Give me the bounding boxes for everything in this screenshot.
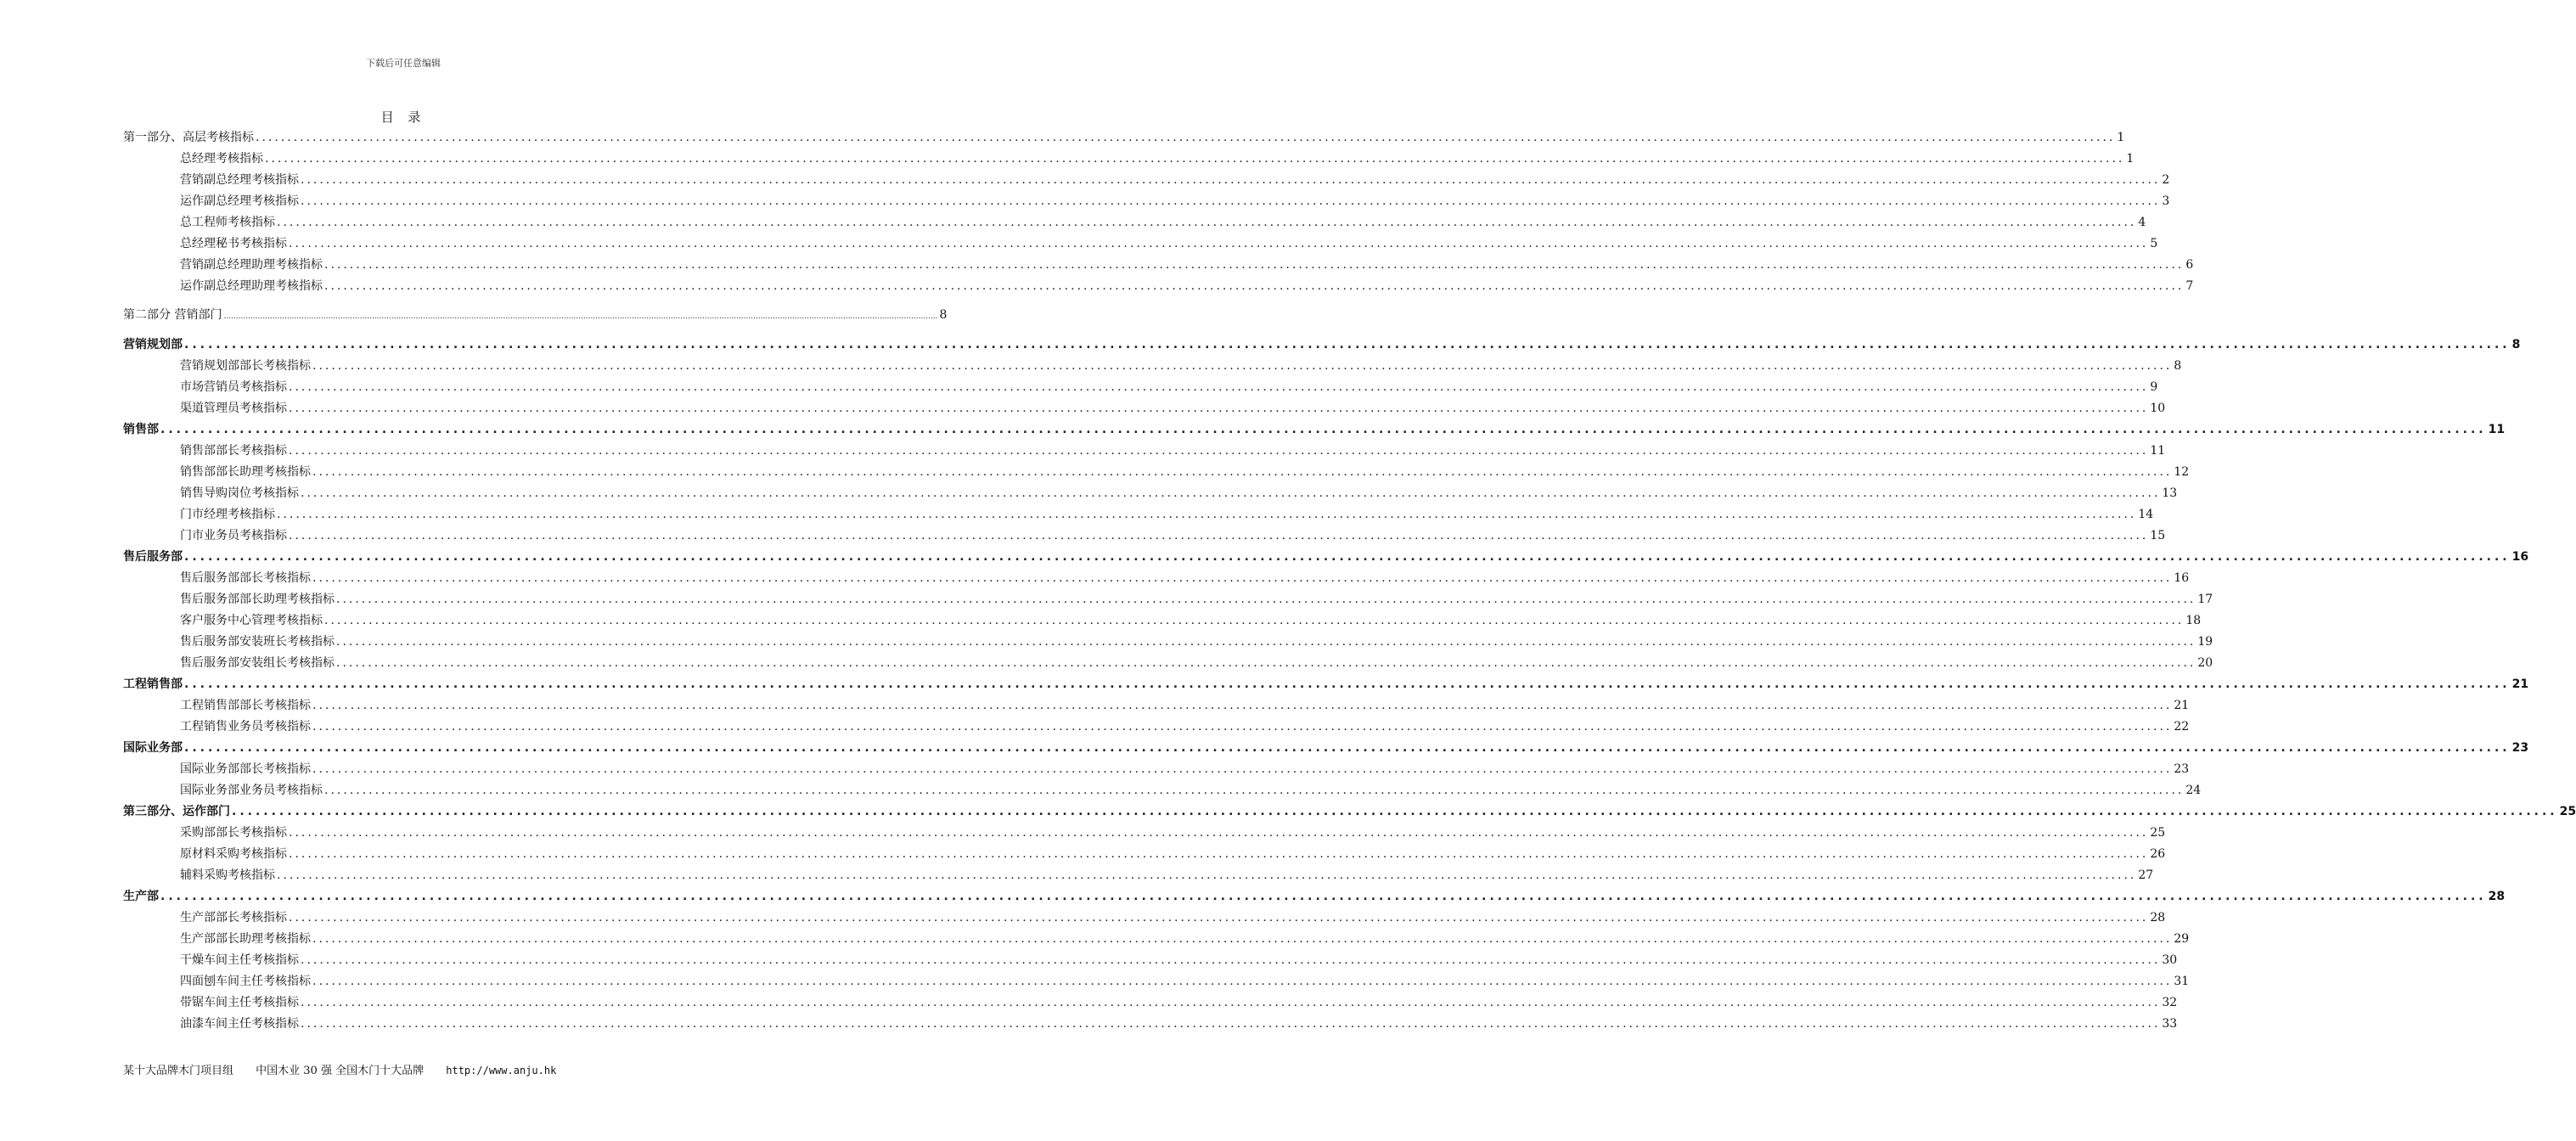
toc-leader-dots: ...................................................................................................................................................................................................................................................................................................... [289, 847, 2149, 861]
toc-entry[interactable] [123, 306, 948, 325]
toc-leader-dots: ...................................................................................................................................................................................................................................................................................................... [312, 699, 2173, 712]
toc-leader-dots: ...................................................................................................................................................................................................................................................................................................... [301, 996, 2161, 1009]
toc-entry-page: 11 [2488, 423, 2506, 436]
toc-entry[interactable] [180, 930, 2190, 947]
toc-entry-page: 3 [2162, 194, 2170, 208]
toc-entry-label: 第一部分、高层考核指标 [123, 131, 254, 144]
toc-leader-dots: ...................................................................................................................................................................................................................................................................................................... [336, 656, 2196, 670]
toc-entry[interactable] [180, 846, 2166, 863]
toc-leader-dots: ...................................................................................................................................................................................................................................................................................................... [324, 614, 2185, 627]
toc-entry[interactable] [180, 527, 2166, 544]
toc-entry-label: 总经理考核指标 [180, 152, 263, 166]
toc-leader-dots: ...................................................................................................................................................................................................................................................................................................... [277, 508, 2137, 521]
toc-entry-label: 带锯车间主任考核指标 [180, 996, 299, 1009]
toc-entry[interactable] [180, 1015, 2178, 1032]
toc-entry-label: 客户服务中心管理考核指标 [180, 614, 323, 627]
toc-entry-label: 生产部 [123, 890, 159, 903]
toc-entry[interactable] [180, 973, 2190, 990]
toc-entry-page: 6 [2185, 258, 2194, 272]
toc-leader-dots: ...................................................................................................................................................................................................................................................................................................... [312, 762, 2173, 776]
toc-entry-page: 25 [2150, 826, 2166, 840]
toc-entry[interactable] [180, 655, 2213, 672]
page-footer [123, 1061, 575, 1077]
toc-entry-page: 8 [2511, 338, 2521, 351]
toc-entry-page: 27 [2138, 868, 2154, 882]
toc-entry-label: 辅料采购考核指标 [180, 868, 275, 882]
toc-leader-dots: ...................................................................................................................................................................................................................................................................................................... [301, 953, 2161, 967]
toc-entry[interactable] [180, 761, 2190, 778]
toc-leader-dots: ...................................................................................................................................................................................................................................................................................................... [265, 152, 2125, 166]
toc-entry-page: 30 [2162, 953, 2178, 967]
toc-entry[interactable] [180, 171, 2170, 188]
toc-leader-dots: ...................................................................................................................................................................................................................................................................................................... [312, 571, 2173, 585]
toc-entry-page: 19 [2197, 635, 2213, 649]
toc-entry-page: 15 [2150, 529, 2166, 542]
toc-entry[interactable] [180, 994, 2178, 1011]
toc-entry-page: 5 [2150, 237, 2158, 250]
toc-entry[interactable] [180, 570, 2190, 587]
footer-slogan: 中国木业 30 强 全国木门十大品牌 [256, 1065, 425, 1077]
toc-entry-page: 22 [2174, 720, 2190, 734]
toc-entry-page: 4 [2138, 216, 2146, 229]
toc-entry[interactable] [180, 150, 2134, 167]
toc-entry-page: 1 [2126, 152, 2134, 166]
toc-entry[interactable] [180, 697, 2190, 714]
toc-entry-label: 原材料采购考核指标 [180, 847, 287, 861]
footer-url[interactable]: http://www.anju.hk [446, 1065, 557, 1076]
toc-entry-label: 运作副总经理助理考核指标 [180, 279, 323, 293]
toc-entry-page: 21 [2174, 699, 2190, 712]
toc-entry[interactable] [180, 612, 2202, 629]
toc-entry-page: 12 [2174, 465, 2190, 479]
toc-entry-label: 总工程师考核指标 [180, 216, 275, 229]
toc-entry-label: 售后服务部 [123, 550, 183, 564]
toc-leader-dots: ...................................................................................................................................................................................................................................................................................................... [312, 359, 2173, 373]
toc-entry-label: 售后服务部部长考核指标 [180, 571, 311, 585]
toc-entry-label: 第二部分 营销部门 [123, 308, 222, 322]
toc-entry-page: 29 [2174, 932, 2190, 946]
header-note: 下载后可任意编辑 [366, 58, 441, 69]
toc-entry-label: 采购部部长考核指标 [180, 826, 287, 840]
toc-entry-label: 油漆车间主任考核指标 [180, 1017, 299, 1031]
toc-entry-page: 1 [2117, 131, 2125, 144]
toc-entry[interactable] [180, 235, 2158, 252]
toc-entry[interactable] [123, 129, 2125, 146]
toc-entry[interactable] [123, 548, 2529, 565]
toc-leader-dots: ...................................................................................................................................................................................................................................................................................................... [312, 720, 2173, 734]
toc-entry-page: 23 [2511, 741, 2529, 755]
toc-leader-dots: ...................................................................................................................................................................................................................................................................................................... [301, 486, 2161, 500]
toc-entry-label: 工程销售部部长考核指标 [180, 699, 311, 712]
toc-leader-dots: ...................................................................................................................................................................................................................................................................................................... [184, 677, 2511, 691]
toc-entry-page: 14 [2138, 508, 2154, 521]
footer-group: 某十大品牌木门项目组 [123, 1065, 234, 1077]
toc-entry-label: 生产部部长助理考核指标 [180, 932, 311, 946]
toc-leader-dots: ...................................................................................................................................................................................................................................................................................................... [160, 423, 2487, 436]
toc-entry-label: 第三部分、运作部门 [123, 805, 230, 818]
toc-entry-page: 18 [2185, 614, 2202, 627]
toc-entry-label: 销售导购岗位考核指标 [180, 486, 299, 500]
toc-leader-dots: ...................................................................................................................................................................................................................................................................................................... [301, 173, 2161, 187]
toc-leader-dots: ...................................................................................................................................................................................................................................................................................................... [160, 890, 2487, 903]
toc-leader-dots: ...................................................................................................................................................................................................................................................................................................... [289, 444, 2149, 458]
toc-entry[interactable] [123, 888, 2506, 905]
toc-entry-label: 售后服务部安装组长考核指标 [180, 656, 335, 670]
toc-entry-page: 7 [2185, 279, 2194, 293]
toc-leader-dots: ...................................................................................................................................................................................................................................................................................................... [289, 529, 2149, 542]
toc-entry-label: 国际业务部 [123, 741, 183, 755]
toc-entry-page: 16 [2174, 571, 2190, 585]
toc-leader-dots: ...................................................................................................................................................................................................................................................................................................... [336, 635, 2196, 649]
toc-leader-dots: ...................................................................................................................................................................................................................................................................................................... [289, 911, 2149, 925]
toc-leader-dots: ...................................................................................................................................................................................................................................................................................................... [184, 338, 2511, 351]
toc-entry[interactable] [180, 214, 2146, 231]
toc-leader-dots: ...................................................................................................................................................................................................................................................................................................... [232, 805, 2558, 818]
toc-entry-label: 销售部部长考核指标 [180, 444, 287, 458]
toc-entry-page: 17 [2197, 593, 2213, 606]
toc-entry[interactable] [180, 718, 2190, 735]
toc-entry[interactable] [180, 379, 2158, 396]
toc-entry[interactable] [123, 676, 2529, 693]
toc-entry-page: 28 [2150, 911, 2166, 925]
toc-entry[interactable] [123, 336, 2521, 353]
toc-entry[interactable] [123, 421, 2506, 438]
toc-entry[interactable] [180, 952, 2178, 969]
toc-entry-page: 16 [2511, 550, 2529, 564]
toc-entry-label: 销售部 [123, 423, 159, 436]
toc-leader-dots: ...................................................................................................................................................................................................................................................................................................... [289, 380, 2149, 394]
toc-entry-page: 11 [2150, 444, 2166, 458]
toc-entry[interactable] [180, 442, 2166, 459]
toc-title: 目 录 [380, 110, 426, 125]
toc-entry[interactable] [180, 591, 2213, 608]
toc-leader-dots: ...................................................................................................................................................................................................................................................................................................... [277, 216, 2137, 229]
toc-entry-label: 营销副总经理考核指标 [180, 173, 299, 187]
toc-entry[interactable] [180, 400, 2166, 417]
toc-leader-dots: ...................................................................................................................................................................................................................................................................................................... [324, 279, 2185, 293]
toc-leader-dots: ...................................................................................................................................................................................................................................................................................................... [312, 932, 2173, 946]
toc-leader-dots: ...................................................................................................................................................................................................................................................................................................... [184, 550, 2511, 564]
toc-entry[interactable] [123, 803, 2576, 820]
toc-entry[interactable] [180, 193, 2170, 210]
toc-entry-label: 营销副总经理助理考核指标 [180, 258, 323, 272]
toc-entry-page: 31 [2174, 975, 2190, 988]
toc-entry-label: 运作副总经理考核指标 [180, 194, 299, 208]
toc-entry[interactable] [180, 357, 2182, 374]
toc-entry[interactable] [123, 739, 2529, 756]
toc-entry-label: 市场营销员考核指标 [180, 380, 287, 394]
toc-entry-page: 13 [2162, 486, 2178, 500]
toc-leader-dots: ...................................................................................................................................................................................................................................................................................................... [289, 402, 2149, 415]
toc-entry[interactable] [180, 464, 2190, 481]
toc-leader-dots: ...................................................................................................................................................................................................................................................................................................... [324, 784, 2185, 797]
toc-entry-label: 总经理秘书考核指标 [180, 237, 287, 250]
toc-entry-label: 售后服务部部长助理考核指标 [180, 593, 335, 606]
toc-entry-page: 21 [2511, 677, 2529, 691]
toc-entry-page: 23 [2174, 762, 2190, 776]
toc-leader-dots: ...................................................................................................................................................................................................................................................................................................... [301, 1017, 2161, 1031]
toc-entry[interactable] [180, 506, 2154, 523]
toc-leader-dots: ...................................................................................................................................................................................................................................................................................................... [312, 465, 2173, 479]
toc-leader-dots: ...................................................................................................................................................................................................................................................................................................... [301, 194, 2161, 208]
toc-entry-page: 8 [2174, 359, 2182, 373]
toc-leader-dots: ...................................................................................................................................................................................................................................................................................................... [223, 312, 938, 321]
toc-entry[interactable] [180, 633, 2213, 650]
toc-entry-page: 9 [2150, 380, 2158, 394]
toc-entry-label: 门市业务员考核指标 [180, 529, 287, 542]
toc-leader-dots: ...................................................................................................................................................................................................................................................................................................... [277, 868, 2137, 882]
toc-entry-label: 营销规划部 [123, 338, 183, 351]
toc-leader-dots: ...................................................................................................................................................................................................................................................................................................... [336, 593, 2196, 606]
toc-entry-label: 渠道管理员考核指标 [180, 402, 287, 415]
toc-entry-label: 干燥车间主任考核指标 [180, 953, 299, 967]
toc-entry-page: 26 [2150, 847, 2166, 861]
toc-entry[interactable] [180, 867, 2154, 884]
toc-entry-label: 工程销售业务员考核指标 [180, 720, 311, 734]
toc-entry[interactable] [180, 782, 2202, 799]
toc-entry-label: 门市经理考核指标 [180, 508, 275, 521]
toc-entry-label: 四面刨车间主任考核指标 [180, 975, 311, 988]
toc-leader-dots: ...................................................................................................................................................................................................................................................................................................... [324, 258, 2185, 272]
toc-entry[interactable] [180, 909, 2166, 926]
toc-leader-dots: ...................................................................................................................................................................................................................................................................................................... [289, 237, 2149, 250]
toc-entry-label: 国际业务部部长考核指标 [180, 762, 311, 776]
toc-entry-label: 销售部部长助理考核指标 [180, 465, 311, 479]
toc-entry-page: 20 [2197, 656, 2213, 670]
toc-leader-dots: ...................................................................................................................................................................................................................................................................................................... [312, 975, 2173, 988]
toc-entry[interactable] [180, 278, 2194, 295]
toc-entry-label: 营销规划部部长考核指标 [180, 359, 311, 373]
toc-entry[interactable] [180, 485, 2178, 502]
toc-entry-page: 10 [2150, 402, 2166, 415]
toc-entry-label: 售后服务部安装班长考核指标 [180, 635, 335, 649]
toc-entry[interactable] [180, 824, 2166, 841]
toc-entry-page: 2 [2162, 173, 2170, 187]
toc-entry-page: 32 [2162, 996, 2178, 1009]
toc-entry-page: 25 [2559, 805, 2576, 818]
toc-entry-label: 工程销售部 [123, 677, 183, 691]
toc-leader-dots: ...................................................................................................................................................................................................................................................................................................... [289, 826, 2149, 840]
toc-entry-page: 8 [939, 308, 948, 322]
toc-leader-dots: ...................................................................................................................................................................................................................................................................................................... [184, 741, 2511, 755]
toc-entry-page: 33 [2162, 1017, 2178, 1031]
toc-entry[interactable] [180, 256, 2194, 273]
toc-entry-page: 24 [2185, 784, 2202, 797]
toc-leader-dots: ...................................................................................................................................................................................................................................................................................................... [256, 131, 2116, 144]
toc-entry-page: 28 [2488, 890, 2506, 903]
toc-entry-label: 国际业务部业务员考核指标 [180, 784, 323, 797]
toc-entry-label: 生产部部长考核指标 [180, 911, 287, 925]
